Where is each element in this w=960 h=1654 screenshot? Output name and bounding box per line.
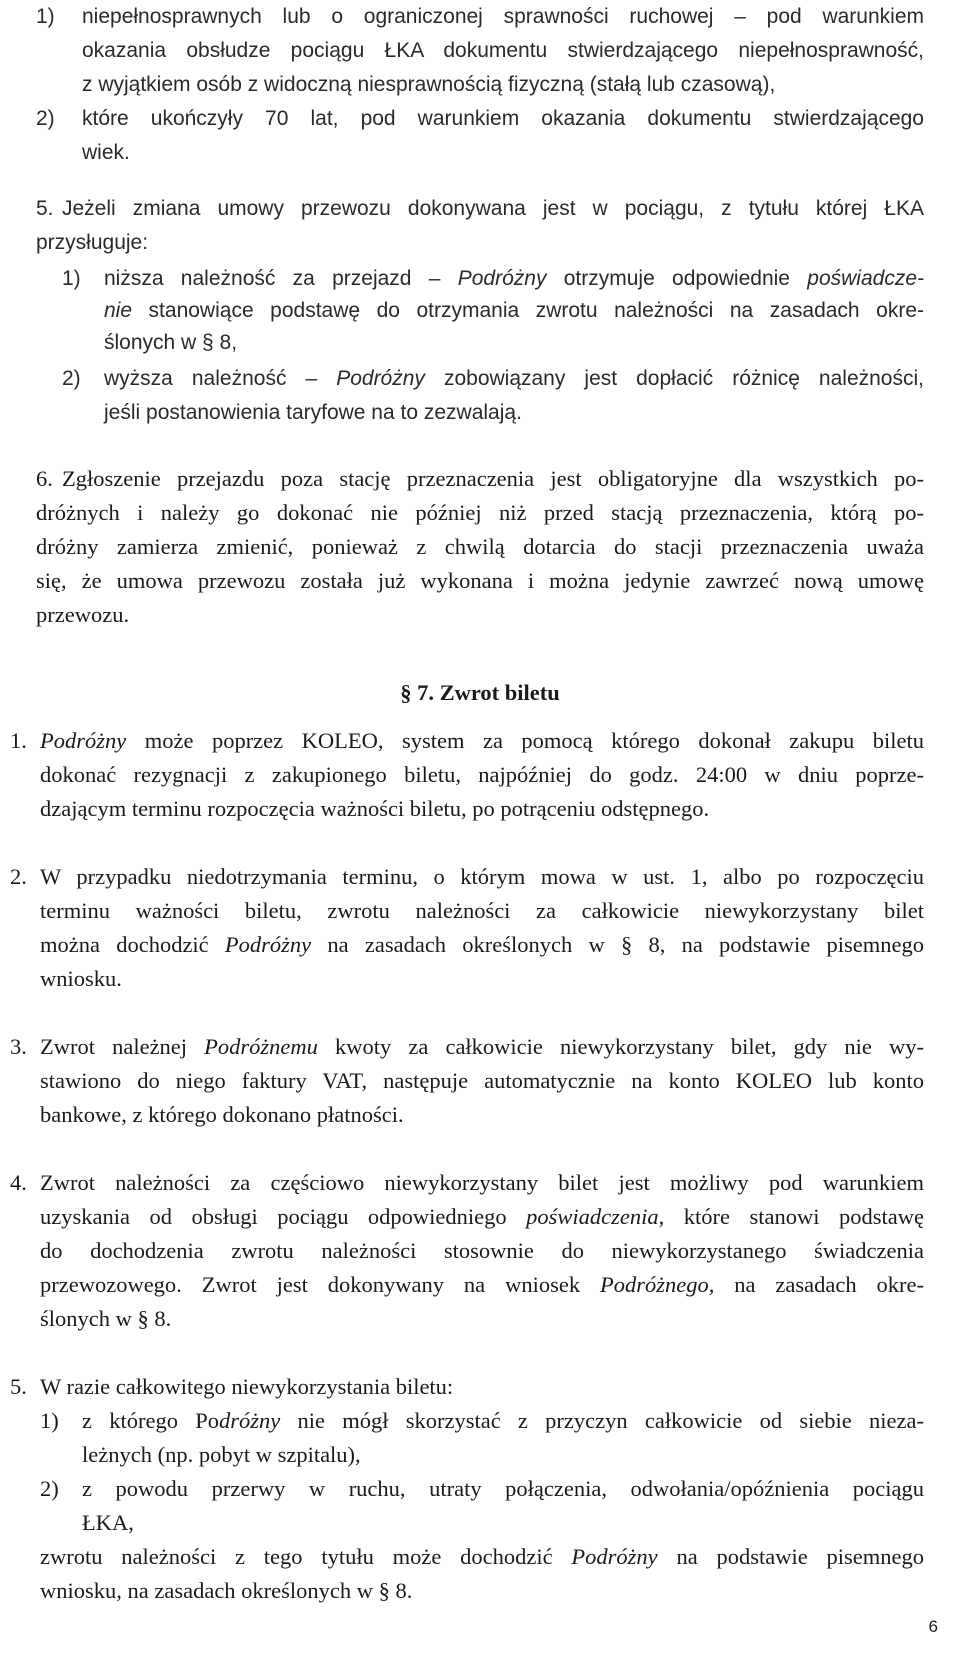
list-line: ŁKA, xyxy=(82,1510,134,1535)
paragraph-line: wniosku. xyxy=(40,966,122,991)
list-line: które ukończyły 70 lat, pod warunkiem okazania dokumentu stwierdzającego xyxy=(82,107,924,130)
paragraph-number: 3. xyxy=(10,1034,27,1059)
section-heading: § 7. Zwrot biletu xyxy=(400,680,560,705)
paragraph-line: przewozu. xyxy=(36,602,130,627)
list-line: nie stanowiące podstawę do otrzymania zwrotu należności na zasadach okre- xyxy=(104,299,924,322)
paragraph-number: 5. xyxy=(10,1374,27,1399)
list-line: leżnych (np. pobyt w szpitalu), xyxy=(82,1442,361,1467)
paragraph-line: terminu ważności biletu, zwrotu należności za całkowicie niewykorzystany bilet xyxy=(40,898,924,923)
list-line: ślonych w § 8, xyxy=(104,331,238,354)
paragraph-line: ślonych w § 8. xyxy=(40,1306,172,1331)
paragraph-line: można dochodzić Podróżny na zasadach określonych w § 8, na podstawie pisemnego xyxy=(40,932,924,957)
list-line: z którego Podróżny nie mógł skorzystać z przyczyn całkowicie od siebie nieza- xyxy=(82,1408,925,1433)
paragraph-line: Zwrot należnej Podróżnemu kwoty za całkowicie niewykorzystany bilet, gdy nie wy- xyxy=(40,1034,924,1059)
paragraph-line: dokonać rezygnacji z zakupionego biletu, najpóźniej do godz. 24:00 w dniu poprze- xyxy=(40,762,924,787)
paragraph-line: zwrotu należności z tego tytułu może dochodzić Podróżny na podstawie pisemnego xyxy=(40,1544,924,1569)
list-number: 1) xyxy=(40,1408,59,1433)
paragraph-line: dróżny zamierza zmienić, ponieważ z chwilą dotarcia do stacji przeznaczenia uważa xyxy=(36,534,924,559)
paragraph-line: się, że umowa przewozu została już wykonana i można jedynie zawrzeć nową umowę xyxy=(36,568,924,593)
list-line: okazania obsłudze pociągu ŁKA dokumentu stwierdzającego niepełnosprawność, xyxy=(82,39,924,62)
list-line: z wyjątkiem osób z widoczną niesprawnością fizyczną (stałą lub czasową), xyxy=(82,73,776,96)
paragraph-number: 4. xyxy=(10,1170,27,1195)
paragraph-line: Zgłoszenie przejazdu poza stację przeznaczenia jest obligatoryjne dla wszystkich po- xyxy=(62,466,924,491)
paragraph-line: Podróżny może poprzez KOLEO, system za pomocą którego dokonał zakupu biletu xyxy=(40,728,924,753)
list-number: 2) xyxy=(40,1476,59,1501)
paragraph-line: Zwrot należności za częściowo niewykorzystany bilet jest możliwy pod warunkiem xyxy=(40,1170,924,1195)
paragraph-number: 5. xyxy=(36,197,54,220)
paragraph-line: Jeżeli zmiana umowy przewozu dokonywana jest w pociągu, z tytułu której ŁKA xyxy=(62,197,924,220)
list-number: 2) xyxy=(62,367,81,390)
paragraph-line: przysługuje: xyxy=(36,231,149,254)
paragraph-line: stawiono do niego faktury VAT, następuje automatycznie na konto KOLEO lub konto xyxy=(40,1068,924,1093)
paragraph-number: 2. xyxy=(10,864,27,889)
page-number: 6 xyxy=(928,1617,938,1636)
list-number: 1) xyxy=(62,267,81,290)
list-number: 1) xyxy=(36,5,55,28)
list-line: jeśli postanowienia taryfowe na to zezwalają. xyxy=(104,401,522,424)
list-line: wiek. xyxy=(82,141,130,164)
list-line: niższa należność za przejazd – Podróżny otrzymuje odpowiednie poświadcze- xyxy=(104,267,924,290)
paragraph-line: dzającym terminu rozpoczęcia ważności biletu, po potrąceniu odstępnego. xyxy=(40,796,710,821)
paragraph-line: W razie całkowitego niewykorzystania biletu: xyxy=(40,1374,454,1399)
paragraph-line: dróżnych i należy go dokonać nie później niż przed stacją przeznaczenia, którą po- xyxy=(36,500,924,525)
paragraph-number: 1. xyxy=(10,728,27,753)
list-line: z powodu przerwy w ruchu, utraty połączenia, odwołania/opóźnienia pociągu xyxy=(82,1476,924,1501)
list-number: 2) xyxy=(36,107,55,130)
paragraph-line: uzyskania od obsługi pociągu odpowiedniego poświadczenia, które stanowi podstawę xyxy=(40,1204,924,1229)
list-line: niepełnosprawnych lub o ograniczonej sprawności ruchowej – pod warunkiem xyxy=(82,5,924,28)
paragraph-line: do dochodzenia zwrotu należności stosownie do niewykorzystanego świadczenia xyxy=(40,1238,924,1263)
paragraph-number: 6. xyxy=(36,466,53,491)
paragraph-line: przewozowego. Zwrot jest dokonywany na wniosek Podróżnego, na zasadach okre- xyxy=(40,1272,924,1297)
list-line: wyższa należność – Podróżny zobowiązany jest dopłacić różnicę należności, xyxy=(104,367,924,390)
paragraph-line: wniosku, na zasadach określonych w § 8. xyxy=(40,1578,413,1603)
paragraph-line: W przypadku niedotrzymania terminu, o którym mowa w ust. 1, albo po rozpoczęciu xyxy=(40,864,924,889)
paragraph-line: bankowe, z którego dokonano płatności. xyxy=(40,1102,404,1127)
